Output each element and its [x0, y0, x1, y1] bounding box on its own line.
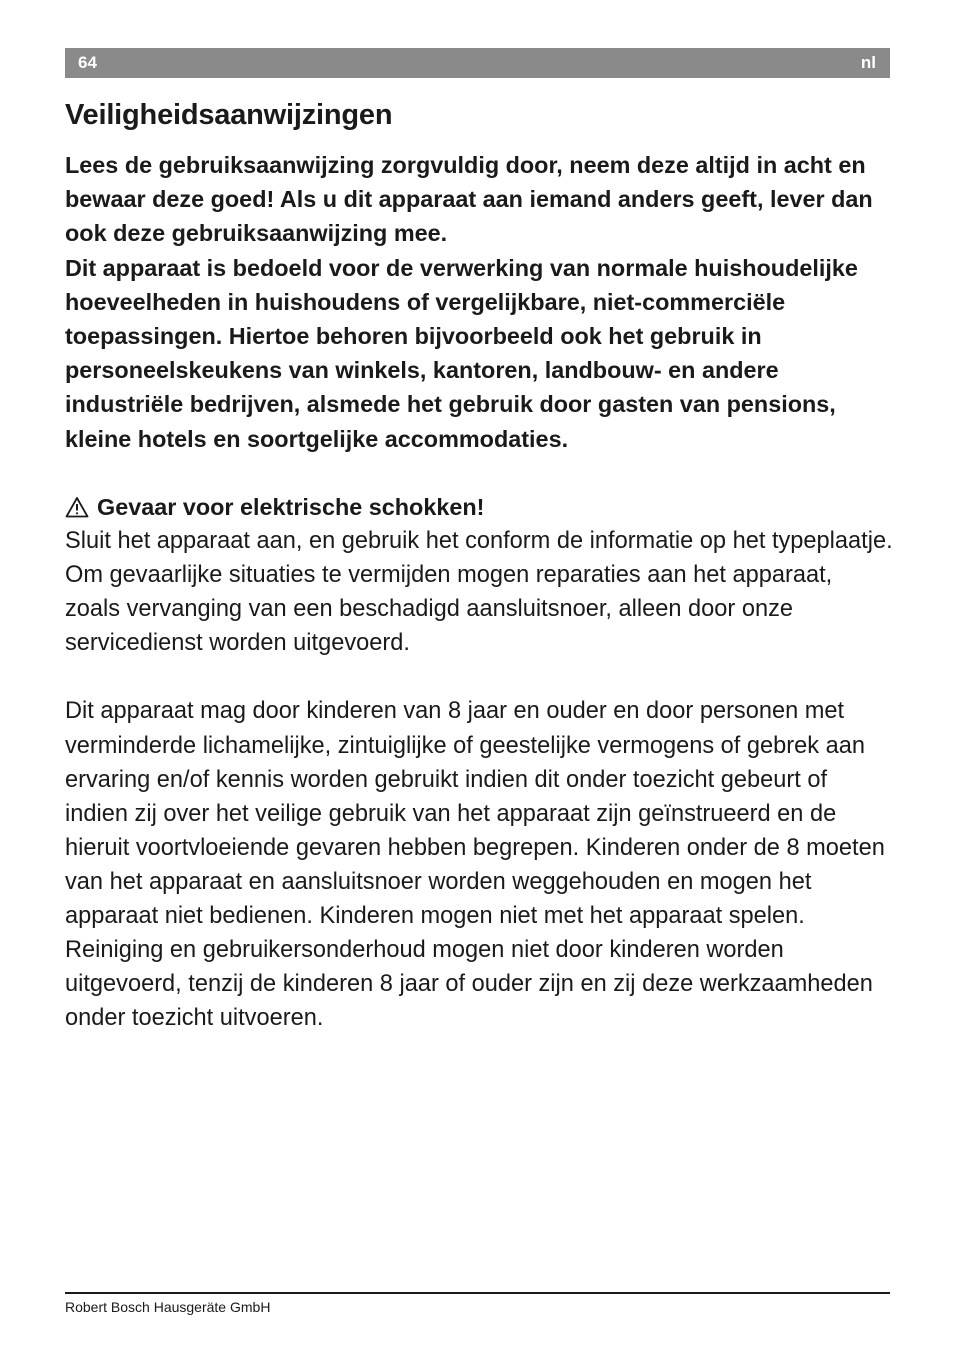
intro-paragraph-2: Dit apparaat is bedoeld voor de verwerking van normale huishoudelijke hoeveelheden in huishoudens of vergelijkbare, niet-commerciële toepassingen. Hiertoe behoren bijvoorbeeld ook het gebruik in personeelskeukens van winkels, kantoren, landbouw- en andere industriële bedrijven, alsmede het gebruik door gasten van pensions, kleine hotels en soortgelijke accommodaties. — [65, 254, 858, 452]
warning-heading — [65, 490, 893, 524]
page-number: 64 — [78, 53, 97, 72]
intro-paragraph-1: Lees de gebruiksaanwijzing zorgvuldig door, neem deze altijd in acht en bewaar deze goed! Als u dit apparaat aan iemand anders geeft, lever dan ook deze gebruiksaanwijzing mee. — [65, 152, 873, 247]
warning-heading-text: Gevaar voor elektrische schokken! — [97, 493, 485, 520]
footer-divider — [65, 1292, 890, 1294]
section-title: Veiligheidsaanwijzingen — [65, 99, 393, 131]
language-code: nl — [860, 53, 876, 72]
children-paragraph: Dit apparaat mag door kinderen van 8 jaar en ouder en door personen met verminderde lichamelijke, zintuiglijke of geestelijke vermogens of gebrek aan ervaring en/of kennis worden gebruikt indien dit onder toezicht gebeurt of indien zij over het veilige gebruik van het apparaat zijn geïnstrueerd en de hieruit voortvloeiende gevaren hebben begrepen. Kinderen onder de 8 moeten van het apparaat en aansluitsnoer worden weggehouden en mogen het apparaat niet bedienen. Kinderen mogen niet met het apparaat spelen. Reiniging en gebruikersonderhoud mogen niet door kinderen worden uitgevoerd, tenzij de kinderen 8 jaar of ouder zijn en zij deze werkzaamheden onder toezicht uitvoeren. — [65, 698, 885, 1032]
warning-text: Sluit het apparaat aan, en gebruik het conform de informatie op het typeplaatje. Om gevaarlijke situaties te vermijden mogen reparaties aan het apparaat, zoals vervanging van een beschadigd aansluitsnoer, alleen door onze servicedienst worden uitgevoerd. — [65, 528, 893, 657]
warning-triangle-icon — [65, 496, 89, 518]
paragraph-spacer — [65, 660, 893, 694]
footer-company: Robert Bosch Hausgeräte GmbH — [65, 1299, 271, 1315]
page-content — [65, 96, 893, 1035]
intro-block — [65, 148, 893, 456]
page-header-bar — [65, 48, 890, 78]
